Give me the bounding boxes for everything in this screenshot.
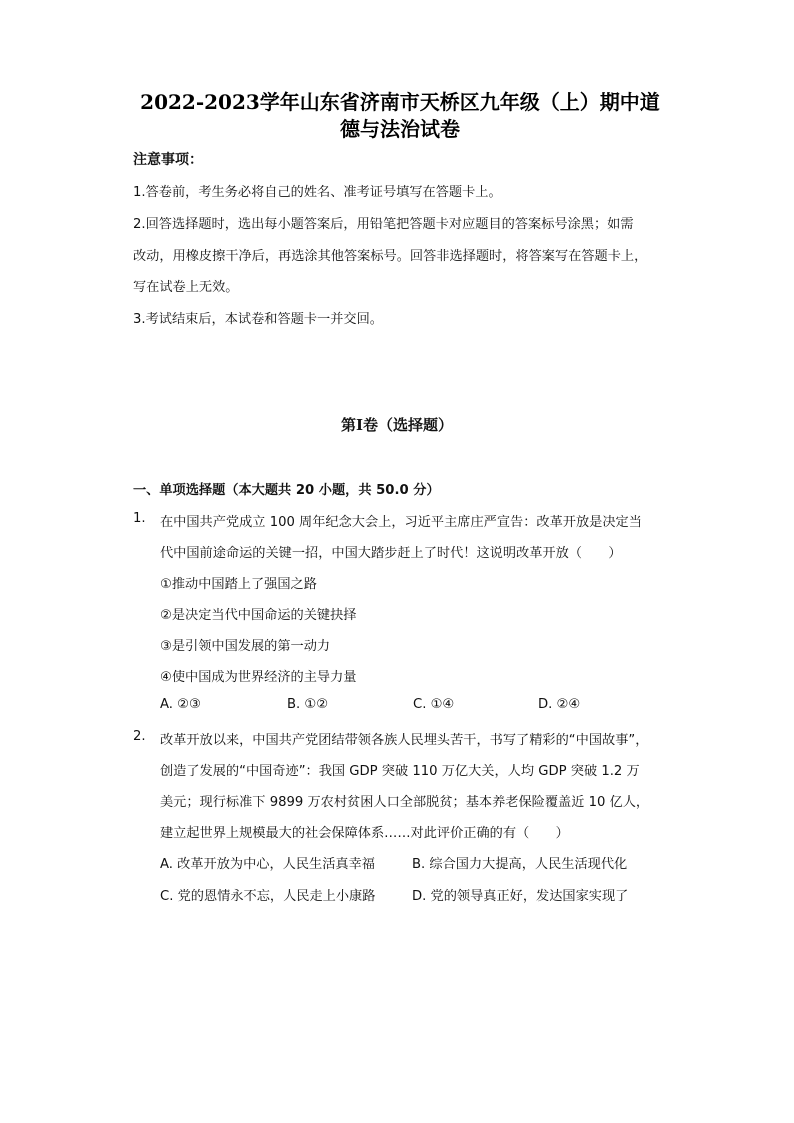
answer-option-a: A. ②③ [160,697,201,712]
notice-line: 3.考试结束后，本试卷和答题卡一并交回。 [133,312,383,327]
question-statement: ③是引领中国发展的第一动力 [160,639,331,654]
exam-title-line-2: 德与法治试卷 [340,117,460,141]
notice-line: 1.答卷前，考生务必将自己的姓名、准考证号填写在答题卡上。 [133,185,502,200]
part-title: 第Ⅰ卷（选择题） [340,416,454,434]
notice-line: 写在试卷上无效。 [133,280,239,295]
question-stem-line: 在中国共产党成立 100 周年纪念大会上，习近平主席庄严宣告：改革开放是决定当 [160,515,642,530]
notice-line: 2.回答选择题时，选出每小题答案后，用铅笔把答题卡对应题目的答案标号涂黑；如需 [133,217,634,232]
question-stem-line: 美元；现行标准下 9899 万农村贫困人口全部脱贫；基本养老保险覆盖近 10 亿人， [160,795,650,810]
exam-title-line-1: 2022-2023学年山东省济南市天桥区九年级（上）期中道 [140,90,660,114]
answer-option-b: B. 综合国力大提高，人民生活现代化 [412,857,628,872]
question-number: 2. [133,729,146,744]
answer-option-a: A. 改革开放为中心，人民生活真幸福 [160,857,375,872]
question-number: 1. [133,511,146,526]
answer-option-b: B. ①② [287,697,329,712]
notice-heading: 注意事项： [133,152,203,168]
notice-line: 改动，用橡皮擦干净后，再选涂其他答案标号。回答非选择题时，将答案写在答题卡上， [133,249,648,264]
question-statement: ④使中国成为世界经济的主导力量 [160,670,357,685]
answer-option-d: D. 党的领导真正好，发达国家实现了 [412,889,629,904]
question-stem-line: 建立起世界上规模最大的社会保障体系……对此评价正确的有（ ） [160,826,569,841]
answer-option-c: C. 党的恩情永不忘，人民走上小康路 [160,889,376,904]
answer-option-d: D. ②④ [538,697,581,712]
question-statement: ①推动中国踏上了强国之路 [160,577,317,592]
question-stem-line: 创造了发展的“中国奇迹”：我国 GDP 突破 110 万亿大关，人均 GDP 突破 1.2 万 [160,764,640,779]
question-stem-line: 代中国前途命运的关键一招，中国大踏步赶上了时代！这说明改革开放（ ） [160,546,622,561]
answer-option-c: C. ①④ [413,697,455,712]
question-stem-line: 改革开放以来，中国共产党团结带领各族人民埋头苦干，书写了精彩的“中国故事”， [160,733,649,748]
question-statement: ②是决定当代中国命运的关键抉择 [160,608,357,623]
section-heading: 一、单项选择题（本大题共 20 小题，共 50.0 分） [133,483,440,498]
